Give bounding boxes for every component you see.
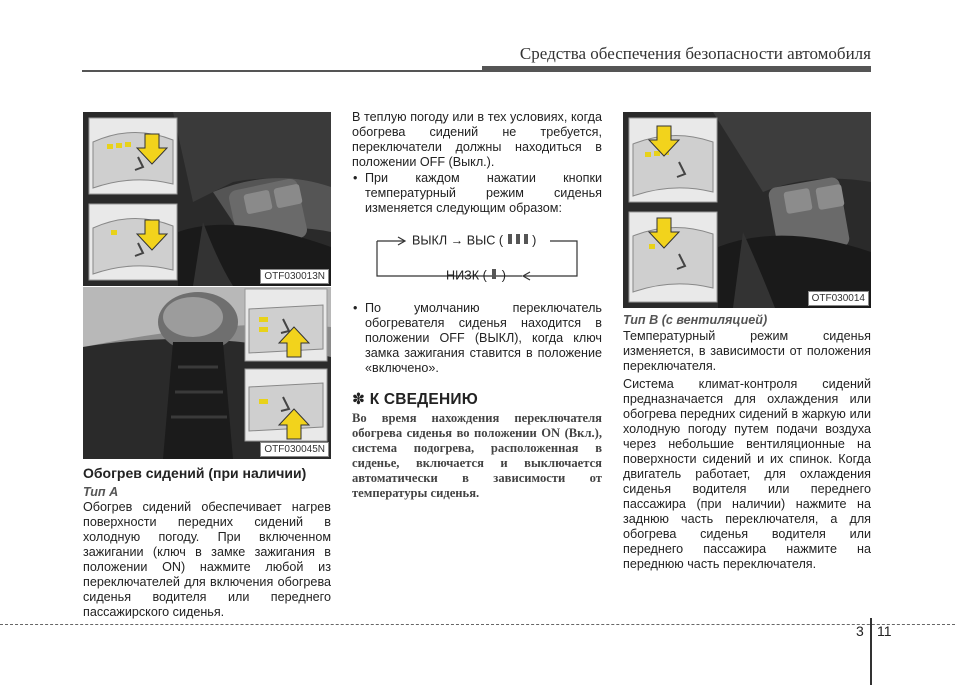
switch-closeup-high	[89, 118, 177, 194]
bullet-2-text: По умолчанию переключатель обогревателя сиденья находится в положении OFF (ВЫКЛ), когда ключ замка зажигания ставится в положение «включено».	[365, 301, 602, 375]
image-code-1: OTF030013N	[260, 269, 329, 284]
image-code-2: OTF030045N	[260, 442, 329, 457]
console-illustration-b	[623, 112, 871, 308]
header-rule-bold	[482, 66, 871, 72]
bullet-1-text: При каждом нажатии кнопки температурный режим сиденья изменяется следующим образом:	[365, 171, 602, 215]
cycle-top-row	[412, 233, 536, 249]
cycle-bottom-row	[446, 268, 506, 284]
seat-heater-switch-photo-a	[83, 112, 331, 286]
section-title: Обогрев сидений (при наличии)	[83, 465, 307, 481]
type-a-label: Тип A	[83, 485, 119, 499]
header-rule	[82, 70, 482, 72]
header-title: Средства обеспечения безопасности автомобиля	[519, 44, 871, 63]
switch-closeup-top	[245, 289, 327, 361]
left-column	[83, 465, 331, 620]
switch-closeup-b-top	[629, 118, 717, 202]
cycle-off-high-text: ВЫКЛ → ВЫС (	[412, 233, 504, 248]
bullet-item-1	[352, 171, 602, 216]
notice-text: Во время нахождения переключателя обогрева сиденья во положении ON (Вкл.), система подогрева, расположенная в сиденье, включается и выключается автоматически в зависимости от температуры сиденья.	[352, 411, 602, 500]
type-b-label: Тип B (с вентиляцией)	[623, 313, 768, 327]
type-b-paragraph-1: Температурный режим сиденья изменяется, в зависимости от положения переключателя.	[623, 329, 871, 373]
high-indicator-icon	[507, 233, 529, 249]
bullet-dot: •	[353, 171, 358, 185]
mode-cycle-diagram	[352, 225, 602, 289]
switch-closeup-b-bottom	[629, 212, 717, 302]
cycle-top-close: )	[532, 233, 537, 248]
switch-closeup-bottom	[245, 369, 327, 441]
right-column	[623, 313, 871, 572]
footer-divider	[0, 624, 955, 625]
low-indicator-icon	[490, 268, 498, 284]
cycle-bottom-close: )	[501, 268, 506, 283]
middle-column	[352, 110, 602, 501]
page-number: 11	[877, 623, 892, 639]
switch-closeup-low	[89, 204, 177, 280]
console-illustration	[83, 112, 331, 286]
middle-paragraph-1: В теплую погоду или в тех условиях, когда обогрева сидений не требуется, переключатели должны находиться в положении OFF (Выкл.).	[352, 110, 602, 169]
type-a-description: Обогрев сидений обеспечивает нагрев поверхности передних сидений в холодную погоду. При включенном зажигании (ключ в замке зажигания в положении ON) нажмите любой из переключателей для включения обогрева сиденья водителя или переднего пассажирского сиденья.	[83, 500, 331, 619]
bullet-dot: •	[353, 301, 358, 315]
page-number-separator	[870, 618, 872, 685]
ventilated-seat-switch-photo	[623, 112, 871, 308]
gear-shift-illustration	[83, 287, 331, 459]
bullet-item-2	[352, 301, 602, 376]
cycle-low-text: НИЗК (	[446, 268, 487, 283]
image-code-3: OTF030014	[808, 291, 869, 306]
seat-heater-switch-photo-b	[83, 287, 331, 459]
chapter-number: 3	[856, 623, 864, 639]
notice-title: ✽ К СВЕДЕНИЮ	[352, 391, 478, 408]
type-b-paragraph-2: Система климат-контроля сидений предназначается для охлаждения или обогрева передних сидений в жаркую или холодную погоду путем подачи воздуха через небольшие вентиляционные на поверхности сидений и их спинок. Когда двигатель работает, для охлаждения сиденья водителя или переднего пассажира (при наличии) нажмите на заднюю часть переключателя, а для обогрева сиденья водителя или переднего пассажира нажмите на переднюю часть переключателя.	[623, 377, 871, 571]
